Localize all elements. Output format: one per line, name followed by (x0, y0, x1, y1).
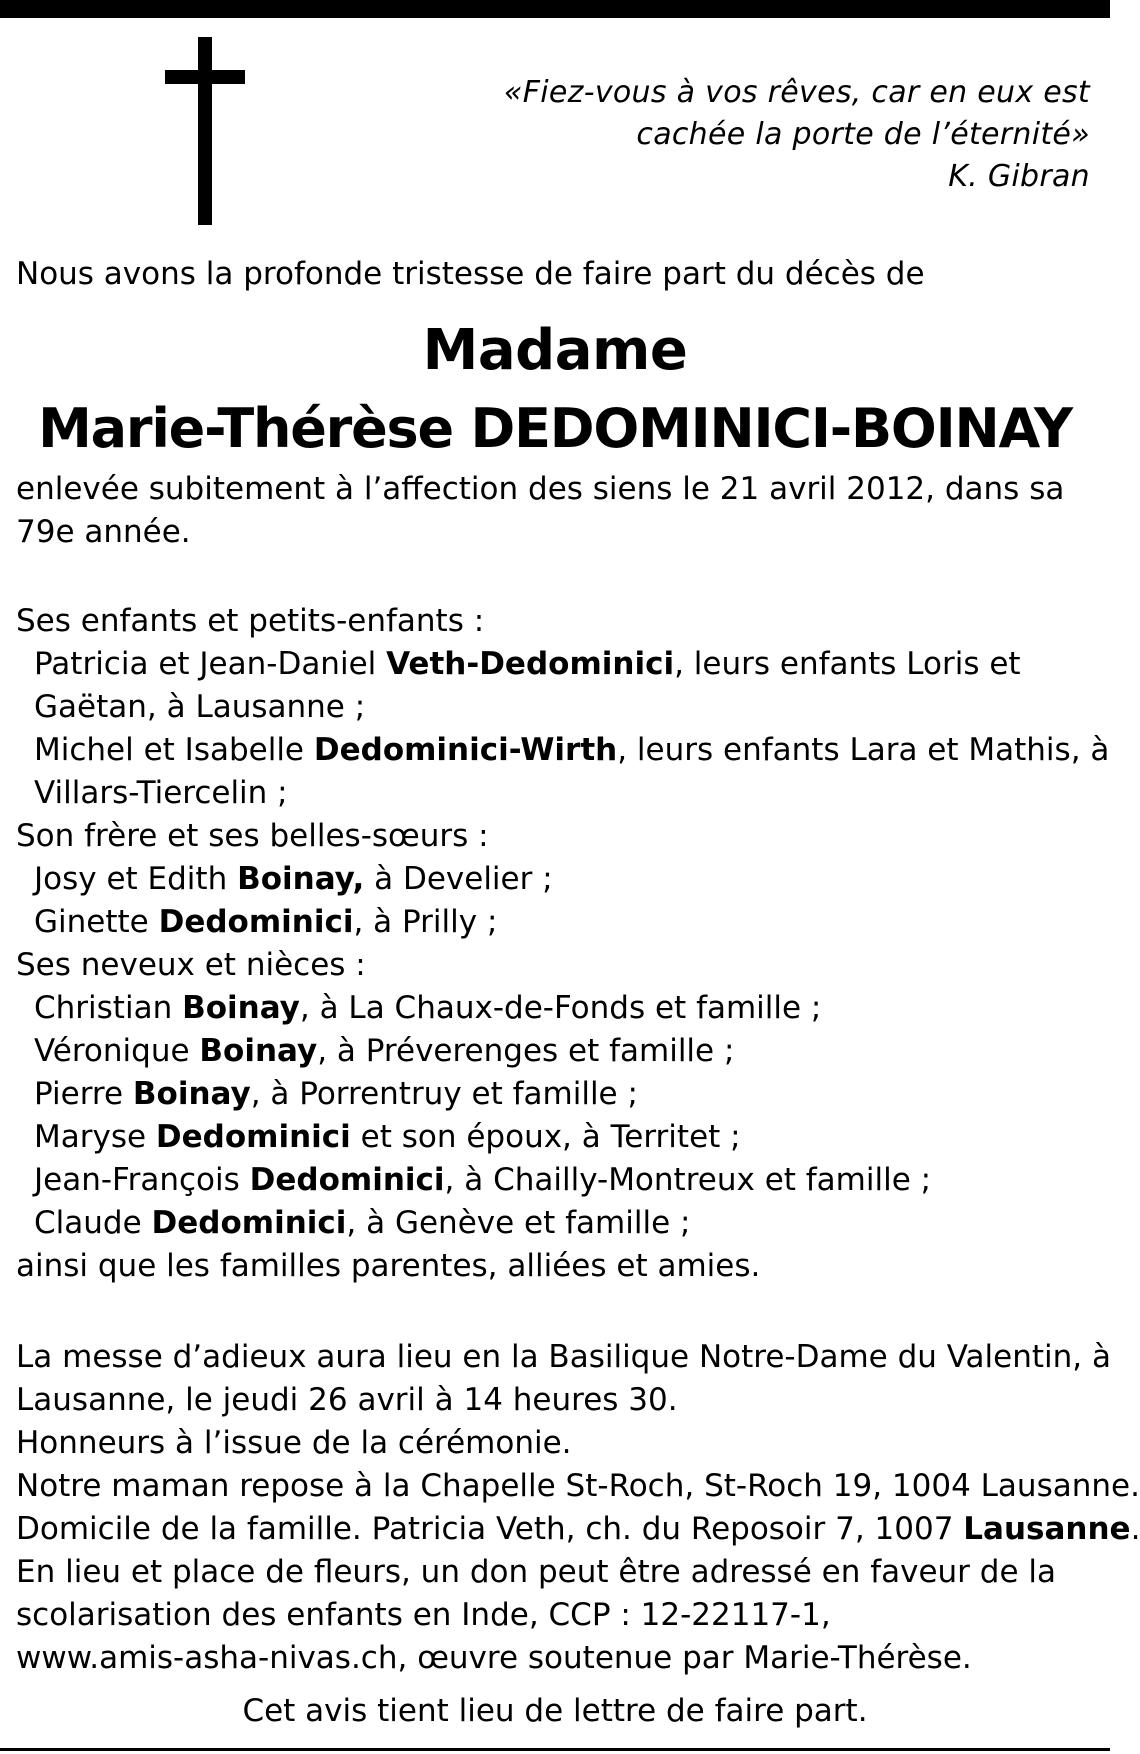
info-line-address: Domicile de la famille. Patricia Veth, ch. du Reposoir 7, 1007 Lausanne. (16, 1511, 1140, 1547)
info-line: En lieu et place de fleurs, un don peut être adressé en faveur de la (16, 1554, 1056, 1590)
info-line-website: www.amis-asha-nivas.ch, œuvre soutenue par Marie-Thérèse. (16, 1640, 972, 1676)
family-entry: Michel et Isabelle Dedominici-Wirth, leurs enfants Lara et Mathis, à (34, 732, 1110, 768)
family-entry: Pierre Boinay, à Porrentruy et famille ; (34, 1076, 638, 1112)
family-entry-continued: Gaëtan, à Lausanne ; (34, 689, 366, 725)
epigraph-quote (470, 72, 1090, 198)
family-closing: ainsi que les familles parentes, alliées et amies. (16, 1248, 761, 1284)
family-surname: Boinay, (237, 861, 365, 897)
honorific-title: Madame (422, 318, 688, 383)
death-line: enlevée subitement à l’affection des siens le 21 avril 2012, dans sa (16, 471, 1065, 507)
address-city: Lausanne (963, 1511, 1131, 1547)
info-line: scolarisation des enfants en Inde, CCP : 12-22117-1, (16, 1597, 831, 1633)
family-list (16, 600, 1110, 1288)
top-border-rule (0, 0, 1110, 18)
death-line: 79e année. (16, 514, 191, 550)
family-surname: Dedominici-Wirth (313, 732, 618, 768)
quote-author: K. Gibran (948, 159, 1090, 194)
family-entry: Jean-François Dedominici, à Chailly-Montreux et famille ; (34, 1162, 932, 1198)
death-announcement (16, 468, 1096, 554)
family-surname: Dedominici (158, 904, 354, 940)
family-surname: Veth-Dedominici (386, 646, 675, 682)
quote-line: «Fiez-vous à vos rêves, car en eux est (503, 75, 1090, 110)
quote-line: cachée la porte de l’éternité» (636, 117, 1090, 152)
family-entry: Claude Dedominici, à Genève et famille ; (34, 1205, 691, 1241)
family-entry: Christian Boinay, à La Chaux-de-Fonds et famille ; (34, 990, 822, 1026)
bottom-border-rule (0, 1748, 1110, 1751)
family-surname: Boinay (132, 1076, 251, 1112)
family-heading-children: Ses enfants et petits-enfants : (16, 603, 485, 639)
info-line: Notre maman repose à la Chapelle St-Roch, St-Roch 19, 1004 Lausanne. (16, 1468, 1140, 1504)
family-surname: Dedominici (249, 1162, 445, 1198)
family-entry: Véronique Boinay, à Préverenges et famille ; (34, 1033, 735, 1069)
info-line: La messe d’adieux aura lieu en la Basilique Notre-Dame du Valentin, à (16, 1339, 1111, 1375)
cross-icon (165, 37, 245, 225)
info-line: Lausanne, le jeudi 26 avril à 14 heures 30. (16, 1382, 678, 1418)
family-surname: Dedominici (151, 1205, 347, 1241)
family-entry-continued: Villars-Tiercelin ; (34, 775, 288, 811)
family-entry: Josy et Edith Boinay, à Develier ; (34, 861, 553, 897)
family-heading-siblings: Son frère et ses belles-sœurs : (16, 818, 489, 854)
family-entry: Patricia et Jean-Daniel Veth-Dedominici, leurs enfants Loris et (34, 646, 1021, 682)
info-line: Honneurs à l’issue de la cérémonie. (16, 1425, 572, 1461)
ceremony-info (16, 1336, 1140, 1680)
family-surname: Boinay (199, 1033, 318, 1069)
family-heading-nephews: Ses neveux et nièces : (16, 947, 366, 983)
deceased-name: Marie-Thérèse DEDOMINICI-BOINAY (38, 397, 1072, 460)
family-surname: Dedominici (155, 1119, 351, 1155)
family-entry: Ginette Dedominici, à Prilly ; (34, 904, 498, 940)
intro-text: Nous avons la profonde tristesse de faire part du décès de (16, 256, 925, 292)
family-surname: Boinay (182, 990, 300, 1026)
closing-note: Cet avis tient lieu de lettre de faire part. (242, 1693, 868, 1729)
family-entry: Maryse Dedominici et son époux, à Territet ; (34, 1119, 741, 1155)
